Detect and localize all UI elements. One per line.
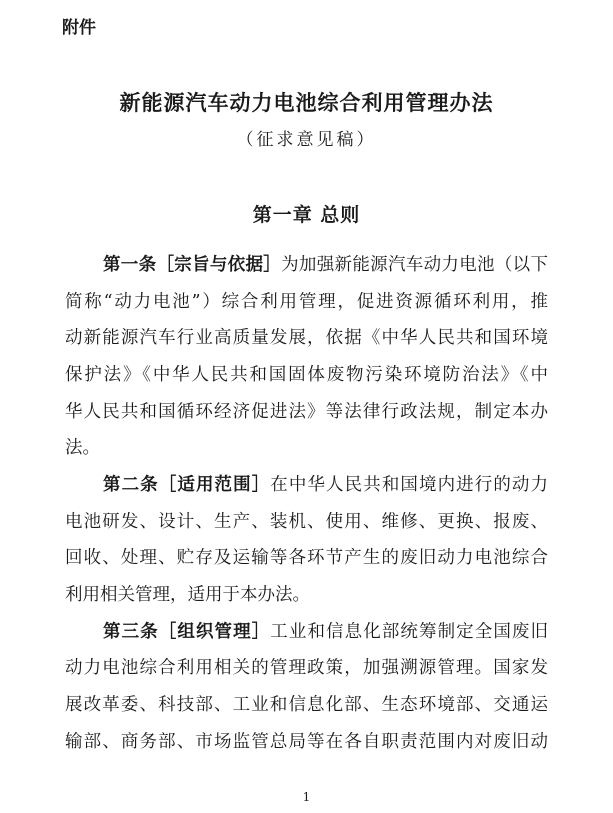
document-title: 新能源汽车动力电池综合利用管理办法 <box>119 91 494 115</box>
article-number: 第二条 <box>103 474 159 495</box>
chapter-heading: 第一章 总则 <box>252 204 361 226</box>
body-line: 华人民共和国循环经济促进法》等法律行政法规，制定本办 <box>65 401 548 422</box>
body-line: 保护法》《中华人民共和国固体废物污染环境防治法》《中 <box>65 364 548 385</box>
article-2-line-1 <box>65 467 548 504</box>
body-line: 利用相关管理，适用于本办法。 <box>65 584 310 605</box>
document-subtitle: （征求意见稿） <box>236 130 377 150</box>
body-line: 法。 <box>65 438 100 459</box>
article-1-line-1 <box>65 247 548 284</box>
body-line: 电池研发、设计、生产、装机、使用、维修、更换、报废、 <box>65 511 548 532</box>
article-text: 在中华人民共和国境内进行的动力 <box>270 474 548 495</box>
article-tag: ［宗旨与依据］ <box>156 255 282 275</box>
article-3-line-1 <box>65 614 548 651</box>
body-line: 动力电池综合利用相关的管理政策，加强溯源管理。国家发 <box>65 658 548 679</box>
body-line: 输部、商务部、市场监管总局等在各自职责范围内对废旧动 <box>65 731 548 752</box>
article-number: 第三条 <box>103 621 159 642</box>
body-line: 展改革委、科技部、工业和信息化部、生态环境部、交通运 <box>65 694 548 715</box>
article-text: 工业和信息化部统筹制定全国废旧 <box>270 621 548 642</box>
attachment-label: 附件 <box>62 18 96 38</box>
document-body <box>65 247 548 760</box>
body-line: 简称“动力电池”）综合利用管理，促进资源循环利用，推 <box>65 291 548 312</box>
body-line: 回收、处理、贮存及运输等各环节产生的废旧动力电池综合 <box>65 548 548 569</box>
page-number: 1 <box>302 790 311 804</box>
body-line: 动新能源汽车行业高质量发展，依据《中华人民共和国环境 <box>65 328 548 349</box>
article-tag: ［组织管理］ <box>158 621 271 642</box>
article-number: 第一条 <box>103 255 157 275</box>
article-tag: ［适用范围］ <box>158 474 271 495</box>
article-text: 为加强新能源汽车动力电池（以下 <box>281 255 548 275</box>
